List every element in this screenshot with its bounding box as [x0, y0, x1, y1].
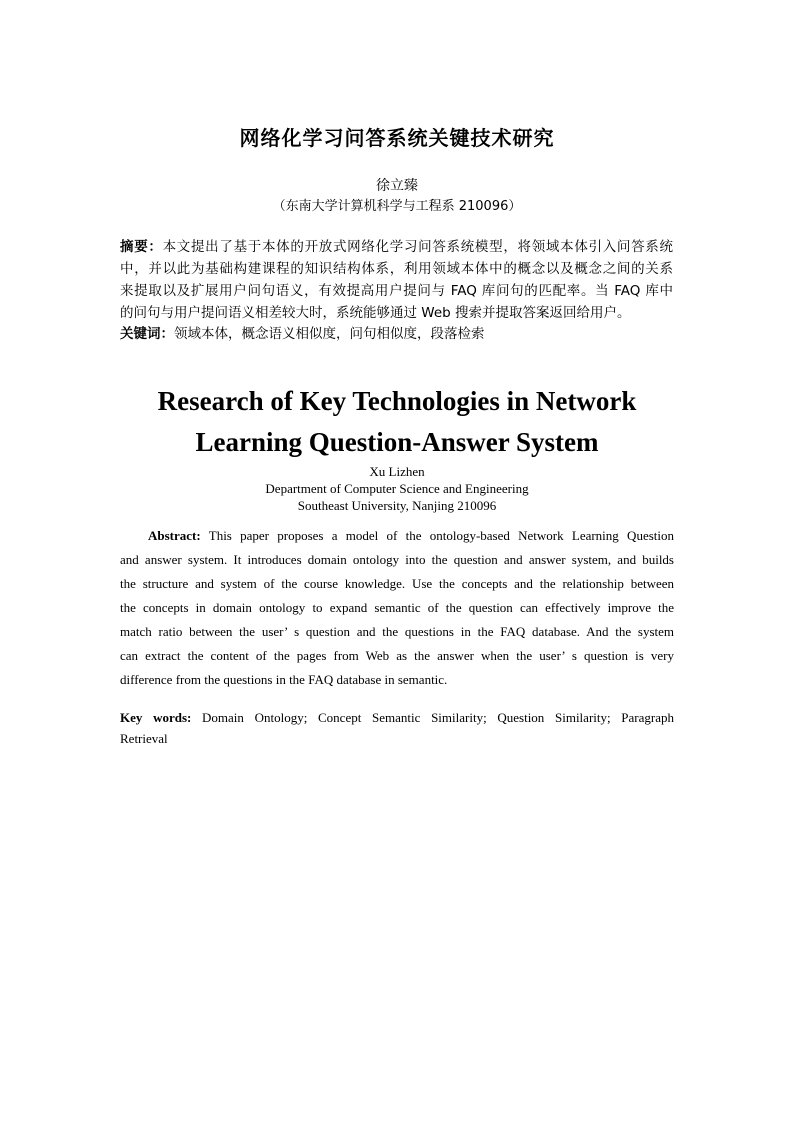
abstract-line: 中，并以此为基础构建课程的知识结构体系，利用领域本体中的概念以及概念之间的关系: [120, 261, 673, 277]
english-abstract: [120, 524, 674, 692]
abstract-line: the structure and system of the course knowledge. Use the concepts and the relationship between: [120, 576, 674, 591]
english-department: Department of Computer Science and Engineering: [265, 481, 529, 496]
abstract-label: 摘要：: [120, 239, 163, 255]
keywords-text: Domain Ontology; Concept Semantic Similarity; Question Similarity; Paragraph: [202, 710, 674, 725]
chinese-title: 网络化学习问答系统关键技术研究: [239, 126, 555, 150]
chinese-affiliation: （东南大学计算机科学与工程系 210096）: [272, 199, 522, 214]
keywords-line: Retrieval: [120, 731, 168, 746]
chinese-keywords: [120, 322, 485, 342]
abstract-line: 的问句与用户提问语义相差较大时，系统能够通过 Web 搜索并提取答案返回给用户。: [120, 305, 631, 321]
abstract-line: [120, 236, 673, 258]
chinese-abstract: [120, 236, 673, 324]
english-university: Southeast University, Nanjing 210096: [297, 498, 497, 513]
keywords-line: [120, 707, 674, 728]
english-title-line1: Research of Key Technologies in Network: [157, 386, 637, 416]
chinese-author: 徐立臻: [376, 178, 418, 194]
english-author-block: [0, 463, 794, 514]
abstract-line: difference from the questions in the FAQ database in semantic.: [120, 672, 448, 687]
keywords-label: 关键词：: [120, 326, 174, 342]
abstract-line: the concepts in domain ontology to expand semantic of the question can effectively improve the: [120, 600, 674, 615]
abstract-line: 来提取以及扩展用户问句语义，有效提高用户提问与 FAQ 库问句的匹配率。当 FAQ 库中: [120, 283, 673, 299]
abstract-text: This paper proposes a model of the ontology-based Network Learning Question: [208, 528, 674, 543]
english-author: Xu Lizhen: [369, 464, 425, 479]
abstract-text: 本文提出了基于本体的开放式网络化学习问答系统模型，将领域本体引入问答系统: [162, 239, 674, 255]
keywords-text: 领域本体，概念语义相似度，问句相似度，段落检索: [174, 326, 485, 342]
abstract-line: match ratio between the user’ s question and the questions in the FAQ database. And the system: [120, 624, 674, 639]
english-keywords: [120, 707, 674, 749]
keywords-label: Key words:: [120, 710, 192, 725]
abstract-line: and answer system. It introduces domain ontology into the question and answer system, and builds: [120, 552, 674, 567]
abstract-line: can extract the content of the pages from Web as the answer when the user’ s question is very: [120, 648, 674, 663]
abstract-label: Abstract:: [148, 528, 201, 543]
english-title-line2: Learning Question-Answer System: [195, 427, 599, 457]
abstract-line: [120, 524, 674, 548]
